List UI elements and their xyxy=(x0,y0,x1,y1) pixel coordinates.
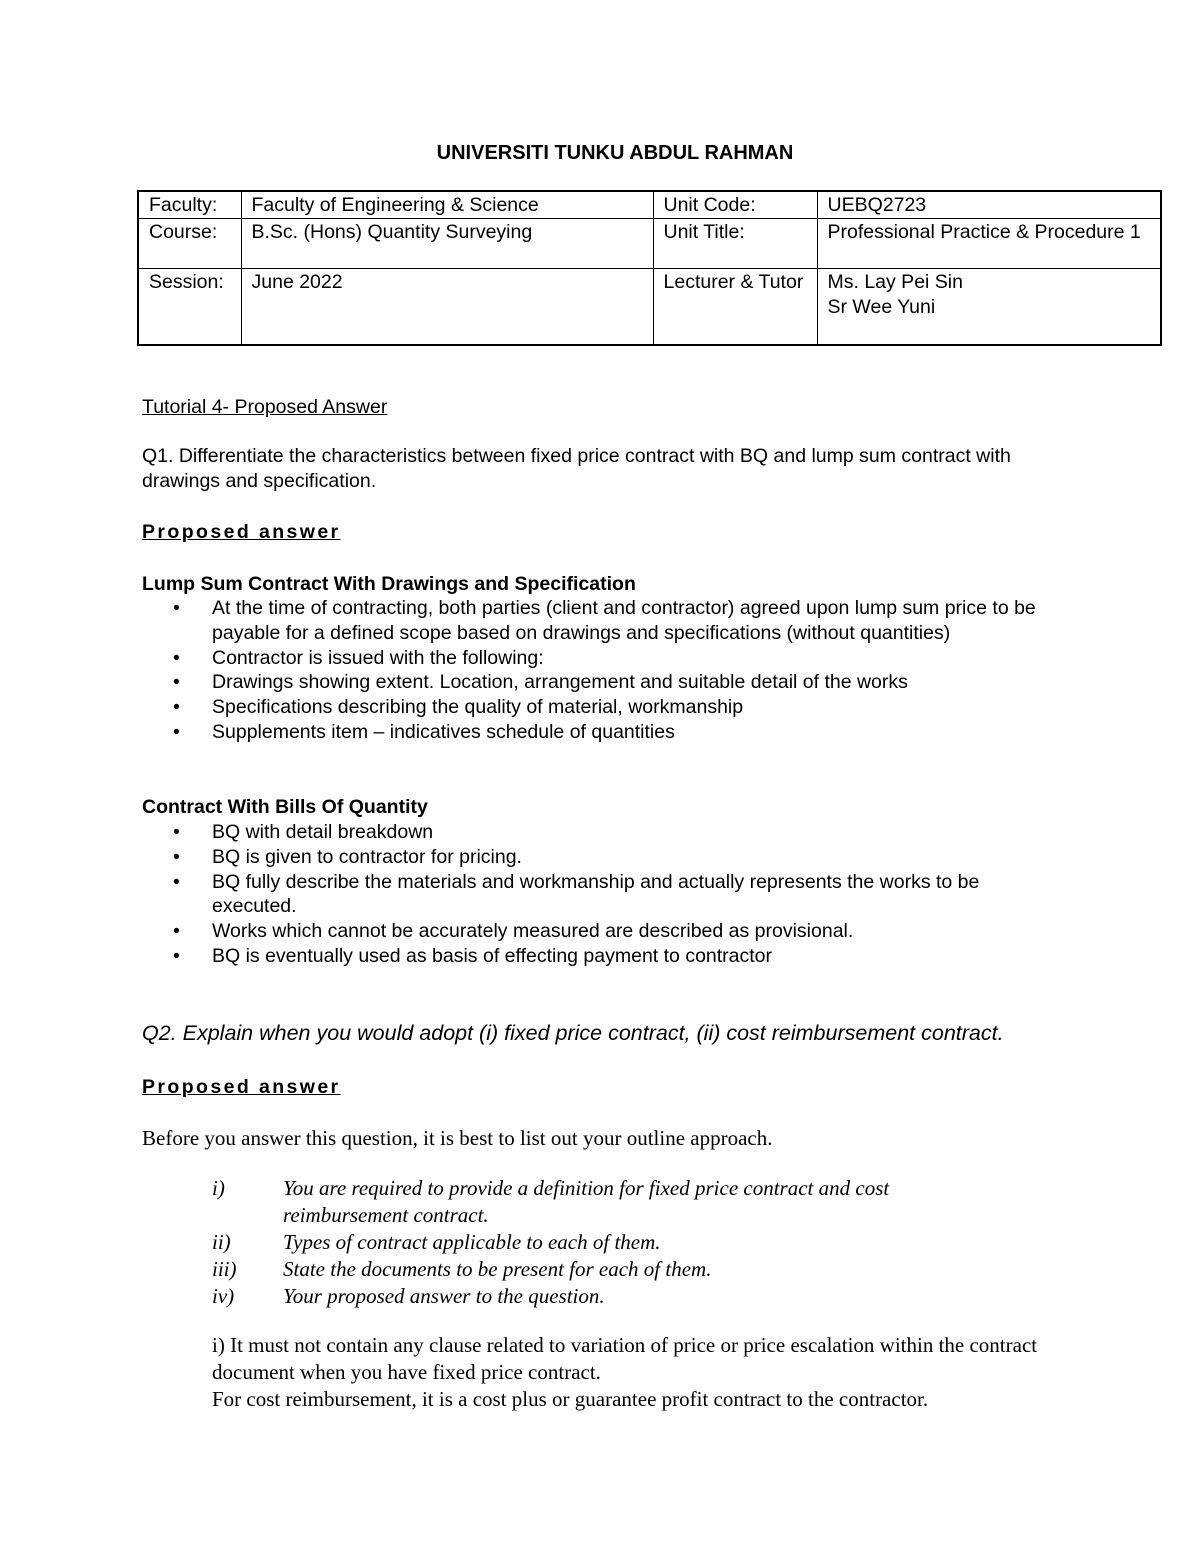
unit-title-label: Unit Title: xyxy=(653,219,817,269)
session-label: Session: xyxy=(138,269,241,346)
list-item: • BQ is given to contractor for pricing. xyxy=(173,845,522,868)
table-row xyxy=(138,191,1161,219)
bq-list xyxy=(142,820,1042,969)
lecturer-value: Ms. Lay Pei Sin Sr Wee Yuni xyxy=(817,269,1161,346)
q2-proposed-answer-heading: Proposed answer xyxy=(142,1076,341,1098)
list-item: • Works which cannot be accurately measured are described as provisional. xyxy=(173,920,854,943)
bullet-icon: • xyxy=(173,920,180,943)
q1-proposed-answer-heading: Proposed answer xyxy=(142,521,341,543)
unit-code-value: UEBQ2723 xyxy=(817,191,1161,219)
bullet-icon: • xyxy=(173,646,180,669)
lecturer-label: Lecturer & Tutor xyxy=(653,269,817,346)
q2-answer xyxy=(212,1332,1042,1413)
bullet-icon: • xyxy=(173,671,180,694)
table-row xyxy=(138,269,1161,346)
bullet-icon: • xyxy=(173,696,180,719)
lump-sum-heading: Lump Sum Contract With Drawings and Specification xyxy=(142,573,636,595)
bullet-icon: • xyxy=(173,720,180,743)
course-label: Course: xyxy=(138,219,241,269)
list-item: • BQ with detail breakdown xyxy=(173,821,434,843)
bullet-icon: • xyxy=(173,821,180,843)
list-item: • BQ is eventually used as basis of effecting payment to contractor xyxy=(173,944,773,967)
table-row xyxy=(138,219,1161,269)
bullet-icon: • xyxy=(173,870,180,893)
list-item: • Drawings showing extent. Location, arrangement and suitable detail of the works xyxy=(173,671,908,694)
tutorial-title: Tutorial 4- Proposed Answer xyxy=(142,396,388,418)
unit-title-value: Professional Practice & Procedure 1 xyxy=(817,219,1161,269)
session-value: June 2022 xyxy=(241,269,653,346)
list-item: • Supplements item – indicatives schedule of quantities xyxy=(173,720,675,743)
bullet-icon: • xyxy=(173,944,180,967)
q2-question: Q2. Explain when you would adopt (i) fixed price contract, (ii) cost reimbursement contract. xyxy=(142,1021,1004,1045)
lump-sum-list xyxy=(142,596,1042,745)
course-info-table xyxy=(137,190,1162,346)
q2-intro: Before you answer this question, it is best to list out your outline approach. xyxy=(142,1126,773,1150)
list-item: • At the time of contracting, both parties (client and contractor) agreed upon lump sum price to be payable for a defined scope based on drawings and specifications (without quantities) xyxy=(173,597,1036,644)
answer-line-1: i) It must not contain any clause related to variation of price or price escalation within the contract document when you have fixed price contract. xyxy=(212,1333,1038,1384)
q1-question: Q1. Differentiate the characteristics between fixed price contract with BQ and lump sum contract with drawings and specification. xyxy=(142,445,1011,492)
faculty-label: Faculty: xyxy=(138,191,241,219)
university-title: UNIVERSITI TUNKU ABDUL RAHMAN xyxy=(436,142,794,164)
bullet-icon: • xyxy=(173,597,180,619)
faculty-value: Faculty of Engineering & Science xyxy=(241,191,653,219)
list-item: • Contractor is issued with the following: xyxy=(173,646,544,669)
answer-line-2: For cost reimbursement, it is a cost plus or guarantee profit contract to the contractor. xyxy=(212,1387,929,1411)
bq-heading: Contract With Bills Of Quantity xyxy=(142,796,428,818)
list-item: • Specifications describing the quality of material, workmanship xyxy=(173,696,744,719)
bullet-icon: • xyxy=(173,845,180,868)
unit-code-label: Unit Code: xyxy=(653,191,817,219)
course-value: B.Sc. (Hons) Quantity Surveying xyxy=(241,219,653,269)
list-item: • BQ fully describe the materials and workmanship and actually represents the works to be executed. xyxy=(173,870,980,918)
